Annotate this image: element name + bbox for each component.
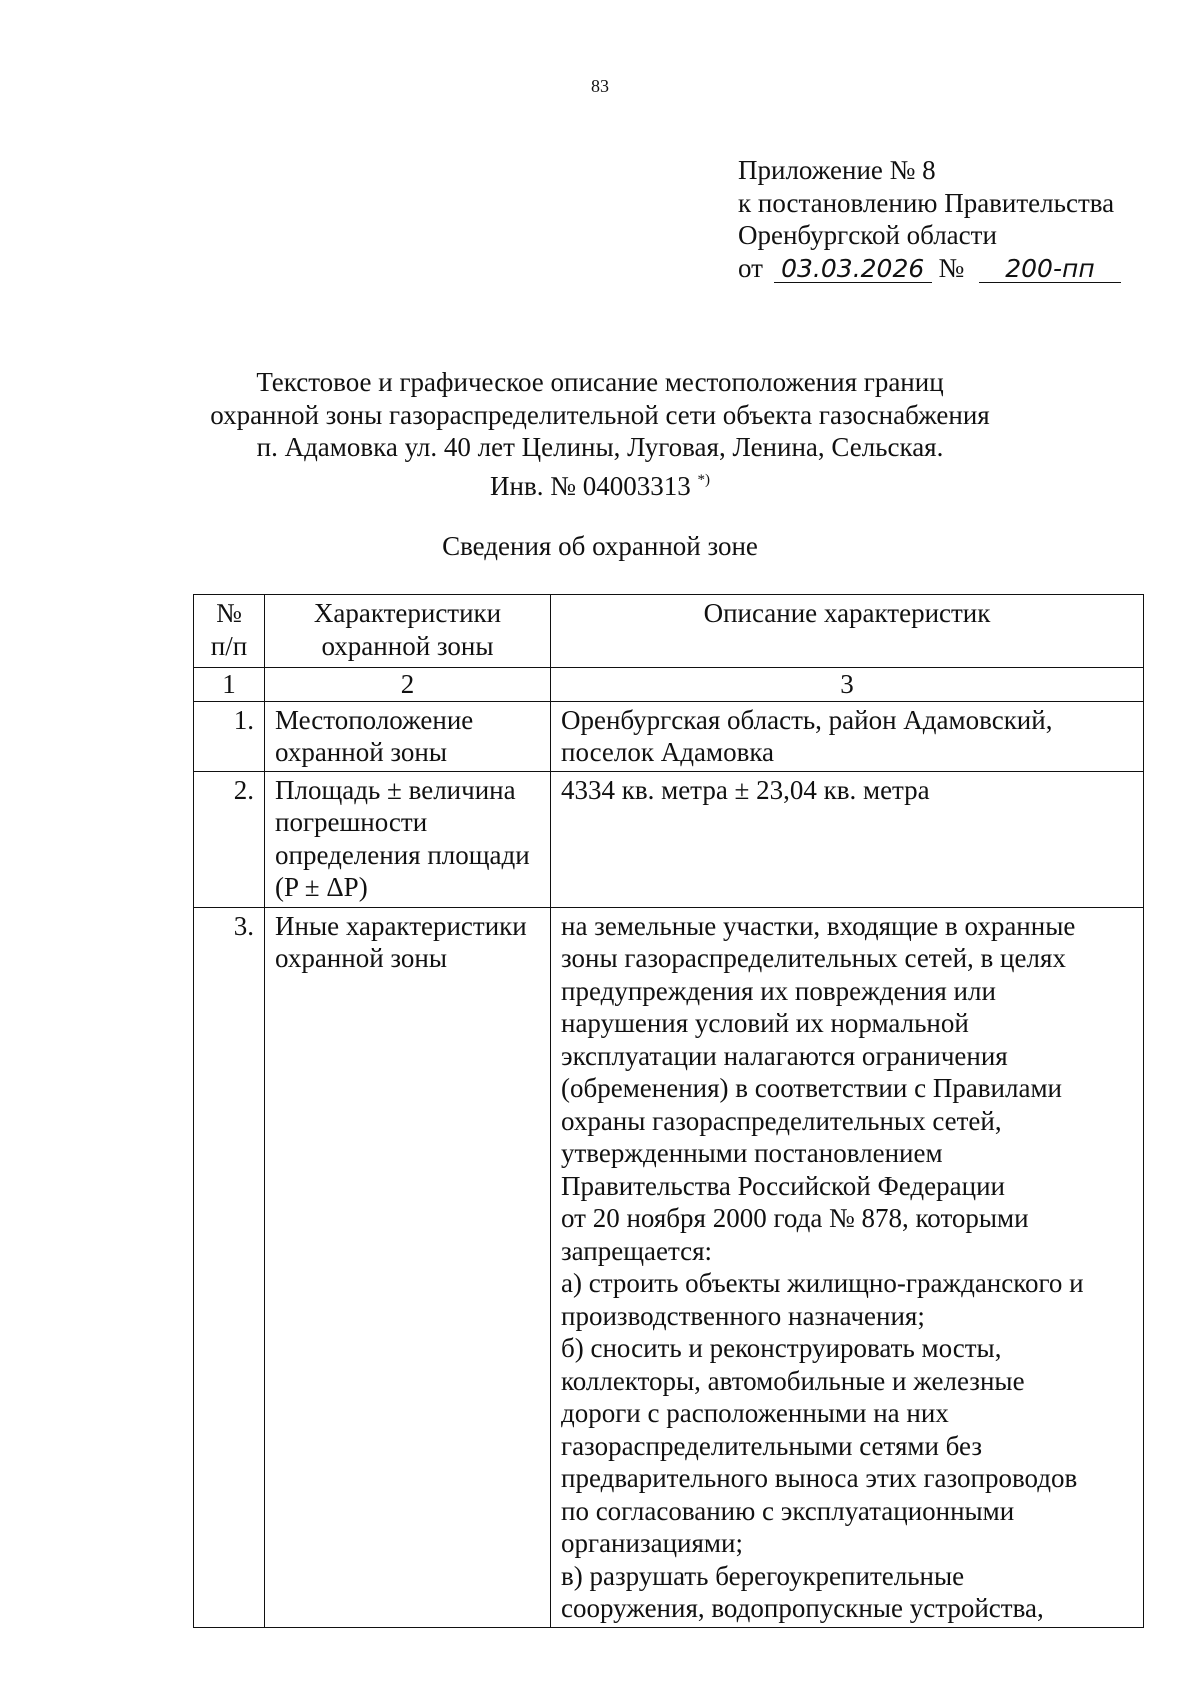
row-number: 1.	[194, 701, 265, 771]
row-description: на земельные участки, входящие в охранные зоны газораспределительных сетей, в целях предупреждения их повреждения или нарушения условий их нормальной эксплуатации налагаются ограничения (обременения) в соответствии с Правилами охраны газораспределительных сетей, утвержденными постановлением Правительства Российской Федерации от 20 ноября 2000 года № 878, которыми запрещается: а) строить объекты жилищно-гражданского и производственного назначения; б) сносить и реконструировать мосты, коллекторы, автомобильные и железные дороги с расположенными на них газораспределительными сетями без предварительного выноса этих газопроводов по согласованию с эксплуатационными организациями; в) разрушать берегоукрепительные сооружения, водопропускные устройства,	[551, 907, 1144, 1627]
row-characteristic: Местоположение охранной зоны	[265, 701, 551, 771]
row-description: 4334 кв. метра ± 23,04 кв. метра	[551, 771, 1144, 907]
title-line-3: п. Адамовка ул. 40 лет Целины, Луговая, Ленина, Сельская.	[256, 432, 944, 462]
table-header-row	[194, 595, 1144, 668]
appendix-line-2: к постановлению Правительства	[738, 187, 1115, 218]
row-description: Оренбургская область, район Адамовский, поселок Адамовка	[551, 701, 1144, 771]
title-line-1: Текстовое и графическое описание местоположения границ	[256, 367, 944, 397]
from-label: от	[738, 252, 763, 283]
appendix-line-3: Оренбургской области	[738, 220, 997, 250]
title-line-2: охранной зоны газораспределительной сети объекта газоснабжения	[210, 399, 990, 430]
header-description: Описание характеристик	[551, 595, 1144, 668]
section-subtitle: Сведения об охранной зоне	[442, 531, 758, 561]
handwritten-date: 03.03.2026	[774, 256, 932, 283]
handwritten-number: 200-пп	[979, 256, 1121, 283]
table-row	[194, 771, 1144, 907]
row-number: 3.	[194, 907, 265, 1627]
appendix-date-line	[738, 252, 1121, 285]
document-title	[0, 366, 1200, 502]
row-characteristic: Иные характеристики охранной зоны	[265, 907, 551, 1627]
title-line-4	[0, 464, 1200, 503]
appendix-line-1: Приложение № 8	[738, 155, 936, 185]
table-row	[194, 701, 1144, 771]
index-cell: 1	[194, 668, 265, 702]
page-number: 83	[591, 76, 609, 96]
table-index-row	[194, 668, 1144, 702]
header-number: № п/п	[194, 595, 265, 668]
index-cell: 2	[265, 668, 551, 702]
row-number: 2.	[194, 771, 265, 907]
row-characteristic: Площадь ± величина погрешности определения площади (P ± ΔP)	[265, 771, 551, 907]
appendix-block	[738, 154, 1121, 284]
number-sign: №	[938, 252, 965, 283]
header-characteristics: Характеристики охранной зоны	[265, 595, 551, 668]
inventory-number: Инв. № 04003313	[490, 470, 691, 501]
protection-zone-table	[193, 594, 1144, 1628]
table-row	[194, 907, 1144, 1627]
footnote-mark: *)	[697, 471, 710, 488]
index-cell: 3	[551, 668, 1144, 702]
